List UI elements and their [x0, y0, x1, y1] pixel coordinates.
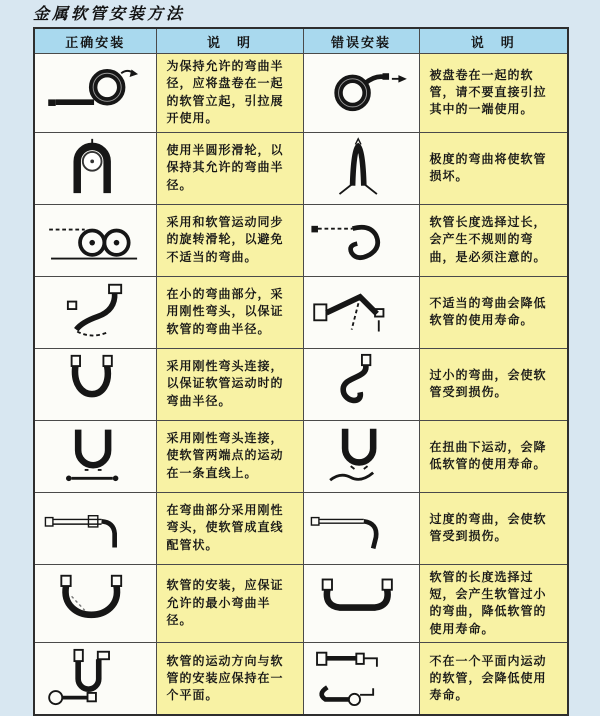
table-row: [34, 54, 568, 133]
wrong-illustration-cell: [303, 564, 419, 643]
correct-illustration-cell: [34, 420, 156, 492]
correct-illustration-cell: [34, 276, 156, 348]
correct-description: 在小的弯曲部分，采用刚性弯头，以保证软管的弯曲半径。: [156, 276, 303, 348]
correct-illustration-cell: [34, 643, 156, 716]
minimum-bend-radius-u-icon: [43, 572, 147, 630]
table-row: [34, 564, 568, 643]
installation-table: [33, 27, 569, 716]
twisted-u-hose-icon: [309, 425, 413, 483]
table-row: [34, 276, 568, 348]
coiled-hose-upright-unroll-icon: [43, 62, 147, 120]
synchronized-rotating-pulley-icon: [43, 209, 147, 267]
correct-description: 采用刚性弯头连接，以保证软管运动时的弯曲半径。: [156, 348, 303, 420]
wrong-description: 极度的弯曲将使软管损坏。: [419, 132, 568, 204]
wrong-illustration-cell: [303, 643, 419, 716]
wrong-description: 过度的弯曲，会使软管受到损伤。: [419, 492, 568, 564]
correct-description: 为保持允许的弯曲半径，应将盘卷在一起的软管立起，引拉展开使用。: [156, 54, 303, 133]
correct-illustration-cell: [34, 564, 156, 643]
wrong-description: 不适当的弯曲会降低软管的使用寿命。: [419, 276, 568, 348]
same-plane-installation-icon: [43, 648, 147, 706]
table-row: [34, 420, 568, 492]
wrong-illustration-cell: [303, 204, 419, 276]
straight-run-rigid-elbow-icon: [43, 497, 147, 555]
correct-illustration-cell: [34, 132, 156, 204]
overlong-hose-loop-icon: [309, 209, 413, 267]
correct-description: 采用刚性弯头连接，使软管两端点的运动在一条直线上。: [156, 420, 303, 492]
header-correct-note: 说 明: [156, 28, 303, 54]
u-hose-inline-motion-icon: [43, 425, 147, 483]
short-hose-flat-u-icon: [309, 572, 413, 630]
table-row: [34, 348, 568, 420]
wrong-description: 在扭曲下运动，会降低软管的使用寿命。: [419, 420, 568, 492]
wrong-description: 被盘卷在一起的软管，请不要直接引拉其中的一端使用。: [419, 54, 568, 133]
correct-illustration-cell: [34, 348, 156, 420]
correct-illustration-cell: [34, 492, 156, 564]
correct-description: 使用半圆形滑轮，以保持其允许的弯曲半径。: [156, 132, 303, 204]
improper-bend-icon: [309, 281, 413, 339]
correct-description: 采用和软管运动同步的旋转滑轮，以避免不适当的弯曲。: [156, 204, 303, 276]
rigid-elbow-connection-icon: [43, 353, 147, 411]
coiled-hose-pulled-end-icon: [309, 62, 413, 120]
page-title: 金属软管安装方法: [33, 4, 186, 23]
wrong-illustration-cell: [303, 348, 419, 420]
correct-illustration-cell: [34, 204, 156, 276]
wrong-illustration-cell: [303, 132, 419, 204]
wrong-illustration-cell: [303, 420, 419, 492]
table-row: [34, 132, 568, 204]
correct-description: 软管的运动方向与软管的安装应保持在一个平面。: [156, 643, 303, 716]
overbent-elbow-icon: [309, 497, 413, 555]
table-row: [34, 204, 568, 276]
table-row: [34, 492, 568, 564]
semicircular-pulley-icon: [43, 137, 147, 195]
extreme-bend-icon: [309, 137, 413, 195]
correct-description: 软管的安装，应保证允许的最小弯曲半径。: [156, 564, 303, 643]
header-correct-install: 正确安装: [34, 28, 156, 54]
table-row: [34, 643, 568, 716]
header-wrong-install: 错误安装: [303, 28, 419, 54]
wrong-description: 软管长度选择过长，会产生不规则的弯曲，是必须注意的。: [419, 204, 568, 276]
rigid-elbow-small-bend-icon: [43, 281, 147, 339]
too-small-bend-loop-icon: [309, 353, 413, 411]
wrong-illustration-cell: [303, 492, 419, 564]
out-of-plane-motion-icon: [309, 648, 413, 706]
wrong-description: 不在一个平面内运动的软管，会降低使用寿命。: [419, 643, 568, 716]
correct-description: 在弯曲部分采用刚性弯头，使软管成直线配管状。: [156, 492, 303, 564]
wrong-illustration-cell: [303, 276, 419, 348]
wrong-illustration-cell: [303, 54, 419, 133]
wrong-description: 过小的弯曲，会使软管受到损伤。: [419, 348, 568, 420]
header-row: [34, 28, 568, 54]
wrong-description: 软管的长度选择过短，会产生软管过小的弯曲，降低软管的使用寿命。: [419, 564, 568, 643]
correct-illustration-cell: [34, 54, 156, 133]
header-wrong-note: 说 明: [419, 28, 568, 54]
